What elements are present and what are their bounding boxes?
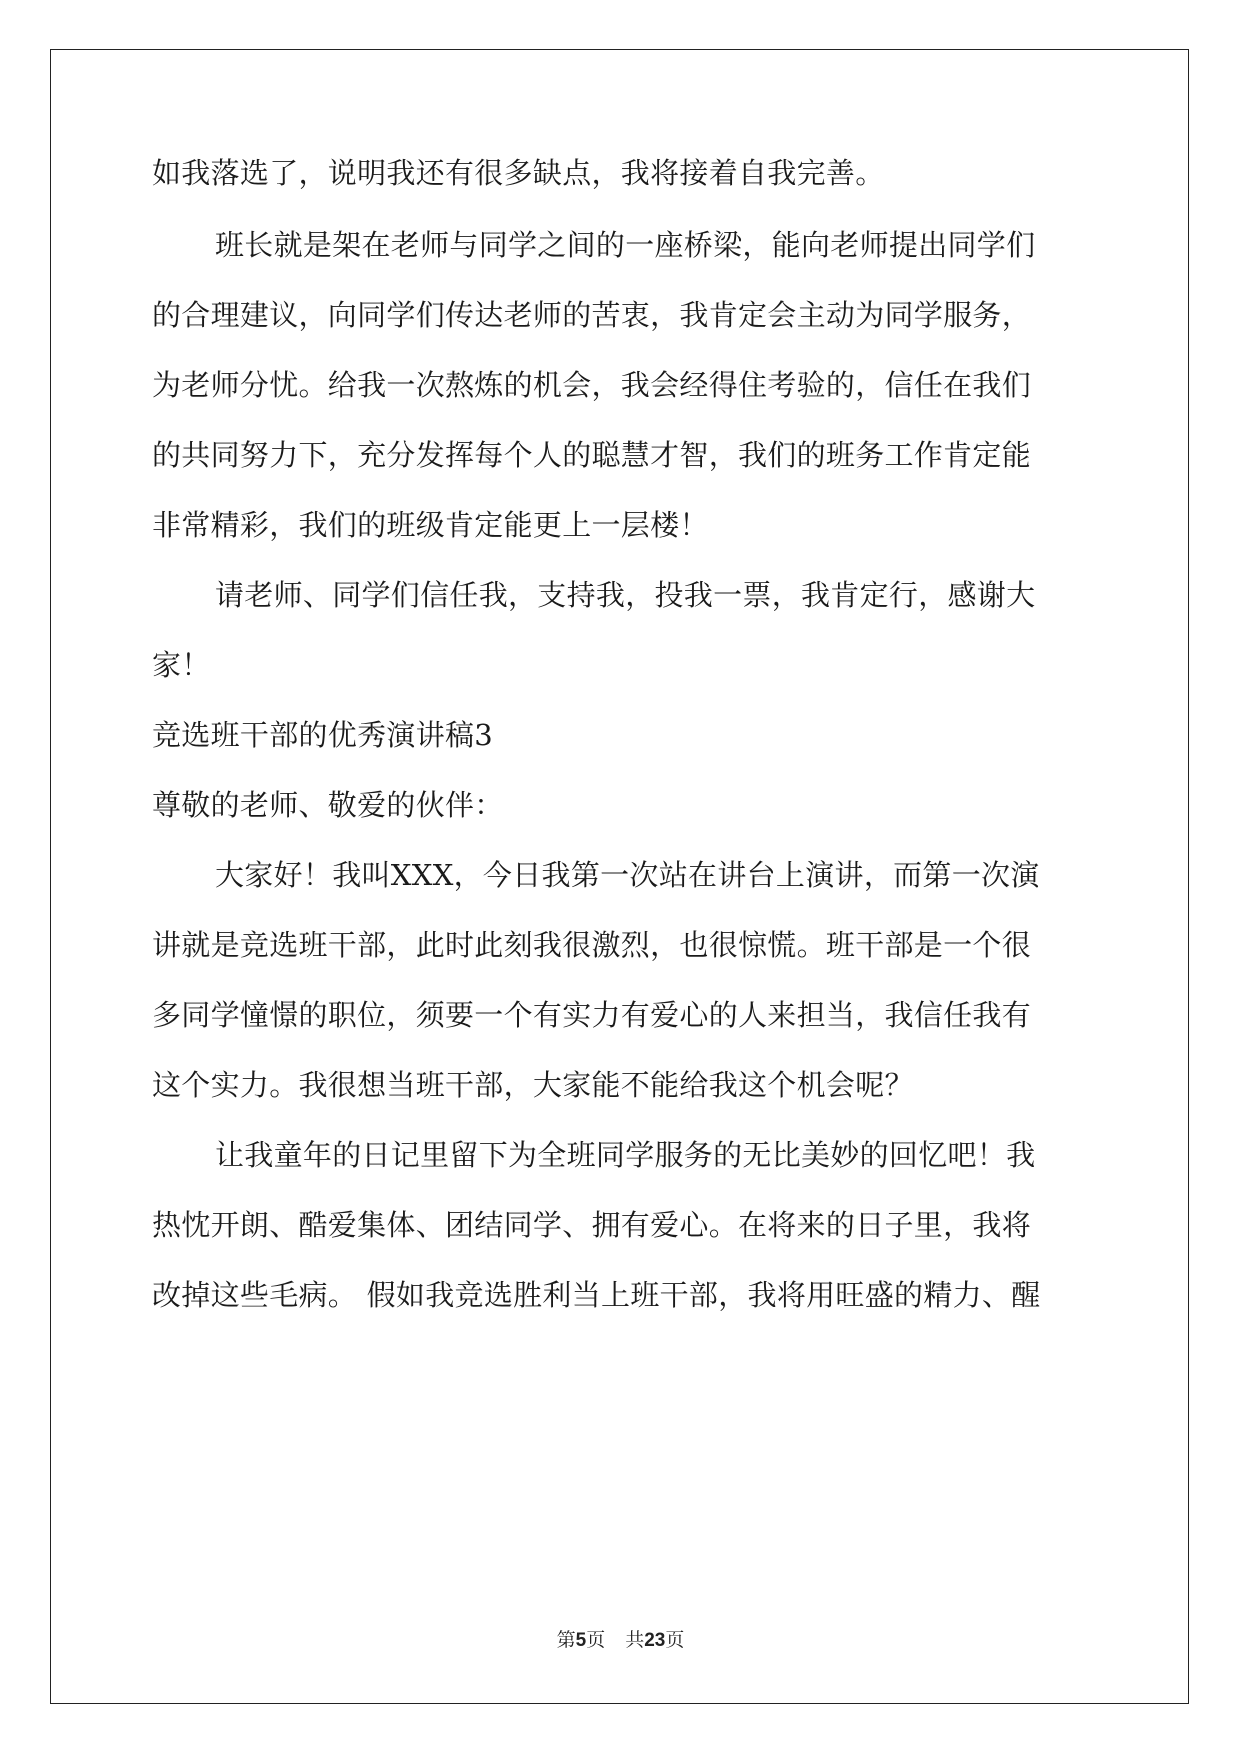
section-heading: 竞选班干部的优秀演讲稿3 bbox=[152, 718, 494, 752]
text-line: 班长就是架在老师与同学之间的一座桥梁，能向老师提出同学们 bbox=[215, 228, 1036, 262]
page-prefix: 第 bbox=[556, 1629, 576, 1651]
text-line: 多同学憧憬的职位，须要一个有实力有爱心的人来担当，我信任我有 bbox=[152, 998, 1032, 1032]
text-line: 家！ bbox=[152, 648, 211, 682]
text-line: 让我童年的日记里留下为全班同学服务的无比美妙的回忆吧！我 bbox=[215, 1138, 1036, 1172]
page-current: 5 bbox=[575, 1630, 587, 1651]
text-line: 讲就是竞选班干部，此时此刻我很激烈，也很惊慌。班干部是一个很 bbox=[152, 928, 1032, 962]
page-suffix: 页 bbox=[586, 1629, 606, 1651]
salutation: 尊敬的老师、敬爱的伙伴： bbox=[152, 788, 504, 822]
text-line: 请老师、同学们信任我，支持我，投我一票，我肯定行，感谢大 bbox=[215, 578, 1036, 612]
text-line: 热忱开朗、酷爱集体、团结同学、拥有爱心。在将来的日子里，我将 bbox=[152, 1208, 1032, 1242]
text-line: 改掉这些毛病。 假如我竞选胜利当上班干部，我将用旺盛的精力、醒 bbox=[152, 1278, 1041, 1312]
text-line: 的合理建议，向同学们传达老师的苦衷，我肯定会主动为同学服务， bbox=[152, 298, 1032, 332]
total-suffix: 页 bbox=[665, 1629, 685, 1651]
text-line: 的共同努力下，充分发挥每个人的聪慧才智，我们的班务工作肯定能 bbox=[152, 438, 1032, 472]
page-total: 23 bbox=[644, 1630, 666, 1651]
page-footer bbox=[0, 1628, 1241, 1653]
text-line: 非常精彩，我们的班级肯定能更上一层楼！ bbox=[152, 508, 709, 542]
text-line: 为老师分忧。给我一次熬炼的机会，我会经得住考验的，信任在我们 bbox=[152, 368, 1032, 402]
text-line: 大家好！我叫XXX，今日我第一次站在讲台上演讲，而第一次演 bbox=[215, 858, 1040, 892]
text-line: 这个实力。我很想当班干部，大家能不能给我这个机会呢？ bbox=[152, 1068, 914, 1102]
total-prefix: 共 bbox=[625, 1629, 645, 1651]
text-line: 如我落选了，说明我还有很多缺点，我将接着自我完善。 bbox=[152, 156, 885, 190]
